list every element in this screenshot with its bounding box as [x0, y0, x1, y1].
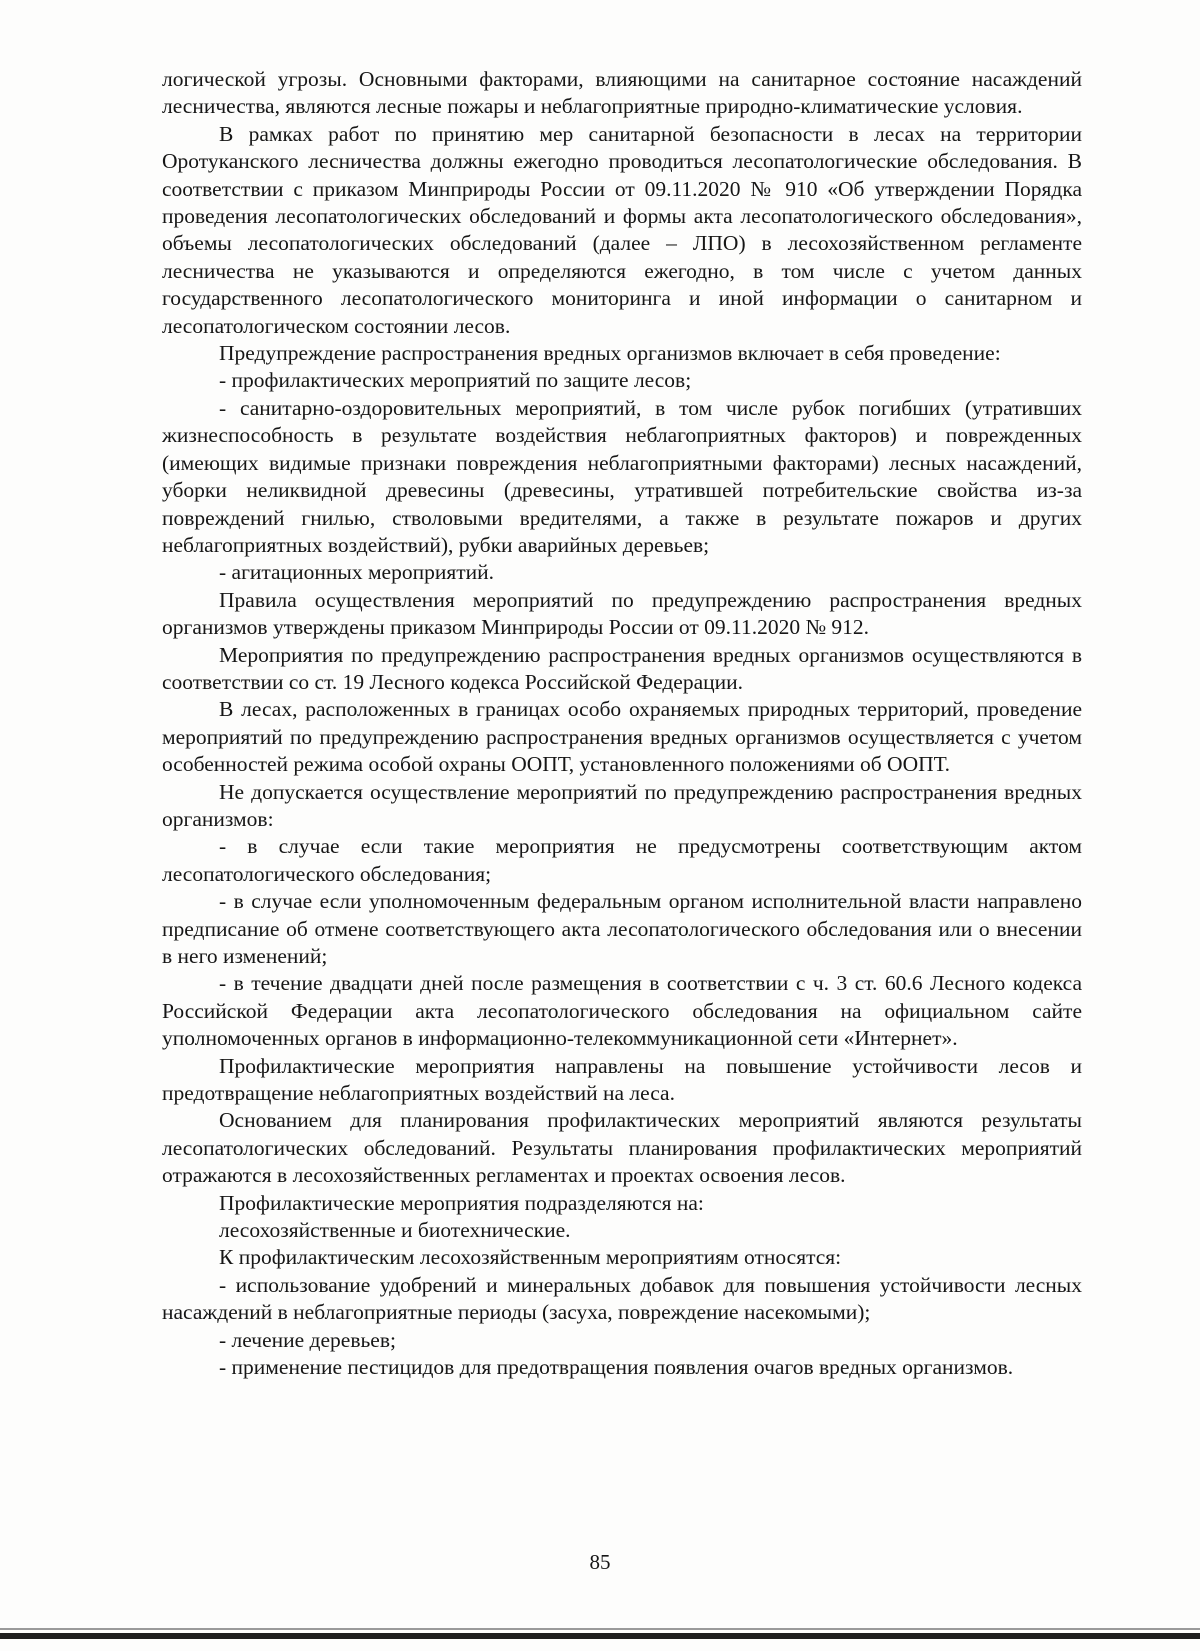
- list-item: - санитарно-оздоровительных мероприятий, в том числе рубок погибших (утративших жизнеспособность в результате воздействия неблагоприятных факторов) и поврежденных (имеющих видимые признаки повреждения неблагоприятными факторами) лесных насаждений, уборки неликвидной древесины (древесины, утратившей потребительские свойства из-за повреждений гнилью, стволовыми вредителями, а также в результате пожаров и других неблагоприятных воздействий), рубки аварийных деревьев;: [162, 395, 1082, 557]
- paragraph: Предупреждение распространения вредных организмов включает в себя проведение:: [219, 341, 1001, 366]
- list-item: - в случае если уполномоченным федеральным органом исполнительной власти направлено предписание об отмене соответствующего акта лесопатологического обследования или о внесении в него изменений;: [162, 889, 1082, 968]
- list-item: - использование удобрений и минеральных добавок для повышения устойчивости лесных насаждений в неблагоприятные периоды (засуха, повреждение насекомыми);: [162, 1272, 1082, 1325]
- paragraph: лесохозяйственные и биотехнические.: [219, 1218, 571, 1243]
- paragraph: К профилактическим лесохозяйственным мероприятиям относятся:: [219, 1245, 842, 1270]
- paragraph: Не допускается осуществление мероприятий по предупреждению распространения вредных организмов:: [162, 779, 1082, 831]
- list-item: - применение пестицидов для предотвращения появления очагов вредных организмов.: [219, 1355, 1014, 1380]
- paragraph: Профилактические мероприятия подразделяются на:: [219, 1190, 704, 1215]
- paragraph: Основанием для планирования профилактических мероприятий являются результаты лесопатологических обследований. Результаты планирования профилактических мероприятий отражаются в лесохозяйственных регламентах и проектах освоения лесов.: [162, 1108, 1082, 1188]
- paragraph: Мероприятия по предупреждению распространения вредных организмов осуществляются в соответствии со ст. 19 Лесного кодекса Российской Федерации.: [162, 642, 1082, 694]
- list-item: - лечение деревьев;: [219, 1327, 396, 1352]
- list-item: - в случае если такие мероприятия не предусмотрены соответствующим актом лесопатологического обследования;: [162, 834, 1082, 886]
- document-body: [162, 66, 1082, 1382]
- scan-edge-shadow: [0, 1628, 1200, 1630]
- paragraph: В рамках работ по принятию мер санитарной безопасности в лесах на территории Оротуканского лесничества должны ежегодно проводиться лесопатологические обследования. В соответствии с приказом Минприроды России от 09.11.2020 № 910 «Об утверждении Порядка проведения лесопатологических обследований и формы акта лесопатологического обследования», объемы лесопатологических обследований (далее – ЛПО) в лесохозяйственном регламенте лесничества не указываются и определяются ежегодно, в том числе с учетом данных государственного лесопатологического мониторинга и иной информации о санитарном и лесопатологическом состоянии лесов.: [162, 121, 1082, 338]
- page-number: 85: [589, 1550, 611, 1574]
- paragraph: Профилактические мероприятия направлены на повышение устойчивости лесов и предотвращение неблагоприятных воздействий на леса.: [162, 1053, 1082, 1106]
- paragraph: Правила осуществления мероприятий по предупреждению распространения вредных организмов утверждены приказом Минприроды России от 09.11.2020 № 912.: [162, 587, 1082, 640]
- paragraph: В лесах, расположенных в границах особо охраняемых природных территорий, проведение мероприятий по предупреждению распространения вредных организмов осуществляется с учетом особенностей режима особой охраны ООПТ, установленного положениями об ООПТ.: [162, 697, 1082, 777]
- list-item: - в течение двадцати дней после размещения в соответствии с ч. 3 ст. 60.6 Лесного кодекса Российской Федерации акта лесопатологического обследования на официальном сайте уполномоченных органов в информационно-телекоммуникационной сети «Интернет».: [162, 971, 1082, 1051]
- scan-edge: [0, 1633, 1200, 1639]
- list-item: - профилактических мероприятий по защите лесов;: [219, 368, 692, 393]
- paragraph: логической угрозы. Основными факторами, влияющими на санитарное состояние насаждений лесничества, являются лесные пожары и неблагоприятные природно-климатические условия.: [162, 67, 1082, 119]
- list-item: - агитационных мероприятий.: [219, 560, 495, 585]
